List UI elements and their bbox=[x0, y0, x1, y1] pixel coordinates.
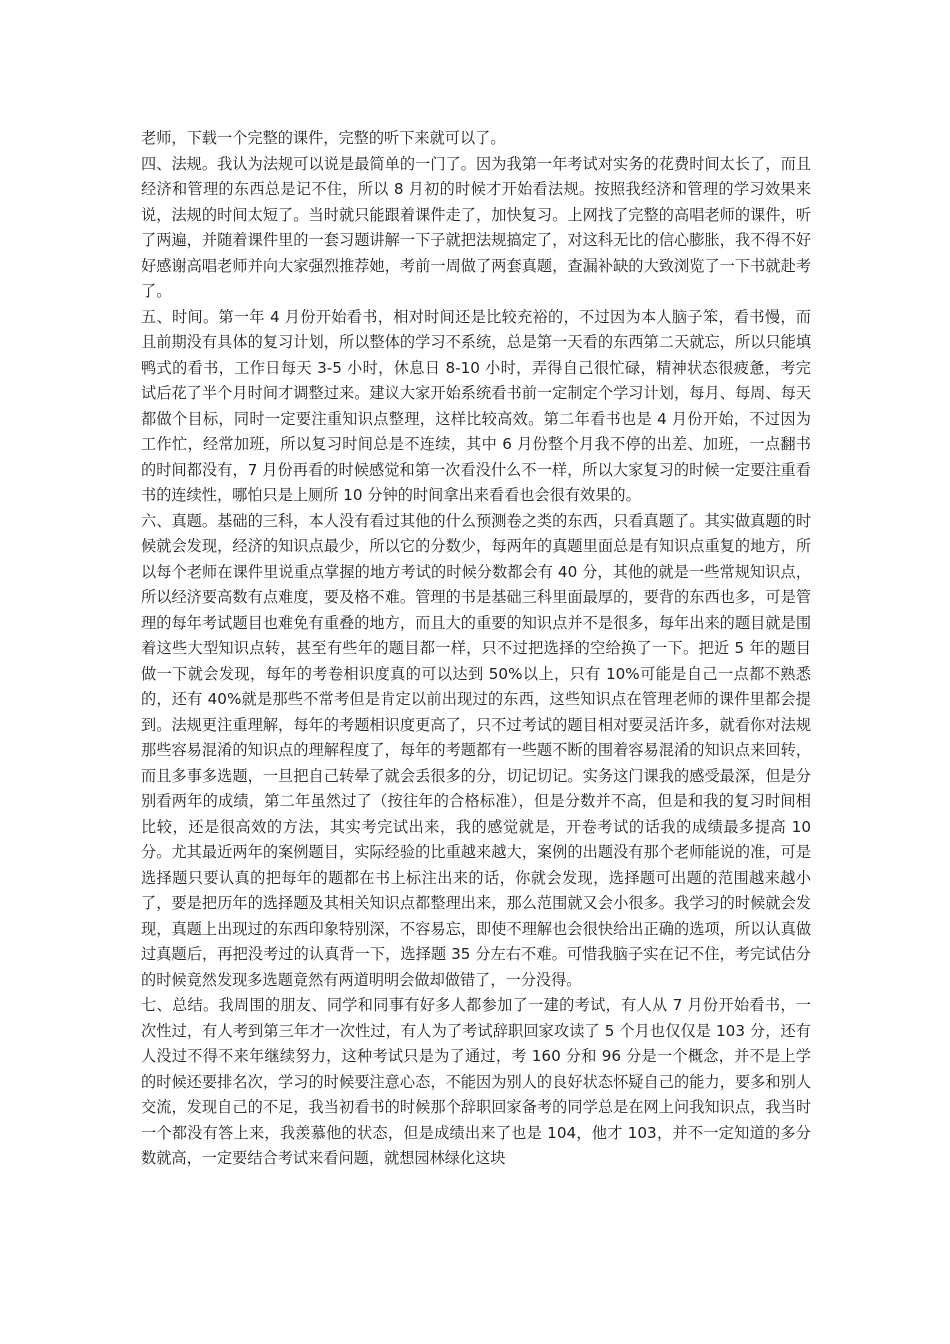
paragraph-intro-tail: 老师，下载一个完整的课件，完整的听下来就可以了。 bbox=[141, 129, 506, 147]
paragraph-time: 五、时间。第一年 4 月份开始看书，相对时间还是比较充裕的，不过因为本人脑子笨，看书慢，而且前期没有具体的复习计划，所以整体的学习不系统，总是第一天看的东西第二天就忘，所以只能填鸭式的看书，工作日每天 3-5 小时，休息日 8-10 小时，弄得自己很忙碌，精神状态很疲惫，考完试后花了半个月时间才调整过来。建议大家开始系统看书前一定制定个学习计划，每月、每周、每天都做个目标，同时一定要注重知识点整理，这样比较高效。第二年看书也是 4 月份开始，不过因为工作忙，经常加班，所以复习时间总是不连续，其中 6 月份整个月我不停的出差、加班，一点翻书的时间都没有，7 月份再看的时候感觉和第一次看没什么不一样，所以大家复习的时候一定要注重看书的连续性，哪怕只是上厕所 10 分钟的时间拿出来看看也会很有效果的。 bbox=[141, 307, 811, 504]
document-body bbox=[141, 126, 811, 1172]
paragraph-summary: 七、总结。我周围的朋友、同学和同事有好多人都参加了一建的考试，有人从 7 月份开始看书，一次性过，有人考到第三年才一次性过，有人为了考试辞职回家攻读了 5 个月也仅仅是 103 分，还有人没过不得不来年继续努力，这种考试只是为了通过，考 160 分和 96 分是一个概念，并不是上学的时候还要排名次，学习的时候要注意心态，不能因为别人的良好状态怀疑自己的能力，要多和别人交流，发现自己的不足，我当初看书的时候那个辞职回家备考的同学总是在网上问我知识点，我当时一个都没有答上来，我羡慕他的状态，但是成绩出来了也是 104，他才 103，并不一定知道的多分数就高，一定要结合考试来看问题，就想园林绿化这块 bbox=[141, 996, 811, 1167]
paragraph-past-exams: 六、真题。基础的三科，本人没有看过其他的什么预测卷之类的东西，只看真题了。其实做真题的时候就会发现，经济的知识点最少，所以它的分数少，每两年的真题里面总是有知识点重复的地方，所以每个老师在课件里说重点掌握的地方考试的时候分数都会有 40 分，其他的就是一些常规知识点，所以经济要高数有点难度，要及格不难。管理的书是基础三科里面最厚的，要背的东西也多，可是管理的每年考试题目也难免有重叠的地方，而且大的重要的知识点并不是很多，每年出来的题目就是围着这些大型知识点转，甚至有些年的题目都一样，只不过把选择的空给换了一下。把近 5 年的题目做一下就会发现，每年的考卷相识度真的可以达到 50%以上，只有 10%可能是自己一点都不熟悉的，还有 40%就是那些不常考但是肯定以前出现过的东西，这些知识点在管理老师的课件里都会提到。法规更注重理解，每年的考题相识度更高了，只不过考试的题目相对要灵活许多，就看你对法规那些容易混淆的知识点的理解程度了，每年的考题都有一些题不断的围着容易混淆的知识点来回转，而且多事多选题，一旦把自己转晕了就会丢很多的分，切记切记。实务这门课我的感受最深，但是分别看两年的成绩，第二年虽然过了（按往年的合格标准），但是分数并不高，但是和我的复习时间相比较，还是很高效的方法，其实考完试出来，我的感觉就是，开卷考试的话我的成绩最多提高 10 分。尤其最近两年的案例题目，实际经验的比重越来越大，案例的出题没有那个老师能说的准，可是选择题只要认真的把每年的题都在书上标注出来的话，你就会发现，选择题可出题的范围越来越小了，要是把历年的选择题及其相关知识点都整理出来，那么范围就又会小很多。我学习的时候就会发现，真题上出现过的东西印象特别深，不容易忘，即使不理解也会很快给出正确的选项，所以认真做过真题后，再把没考过的认真背一下，选择题 35 分左右不难。可惜我脑子实在记不住，考完试估分的时候竟然发现多选题竟然有两道明明会做却做错了，一分没得。 bbox=[141, 511, 811, 989]
paragraph-regulations: 四、法规。我认为法规可以说是最简单的一门了。因为我第一年考试对实务的花费时间太长了，而且经济和管理的东西总是记不住，所以 8 月初的时候才开始看法规。按照我经济和管理的学习效果来说，法规的时间太短了。当时就只能跟着课件走了，加快复习。上网找了完整的高唱老师的课件，听了两遍，并随着课件里的一套习题讲解一下子就把法规搞定了，对这科无比的信心膨胀，我不得不好好感谢高唱老师并向大家强烈推荐她，考前一周做了两套真题，查漏补缺的大致浏览了一下书就赴考了。 bbox=[141, 154, 811, 300]
